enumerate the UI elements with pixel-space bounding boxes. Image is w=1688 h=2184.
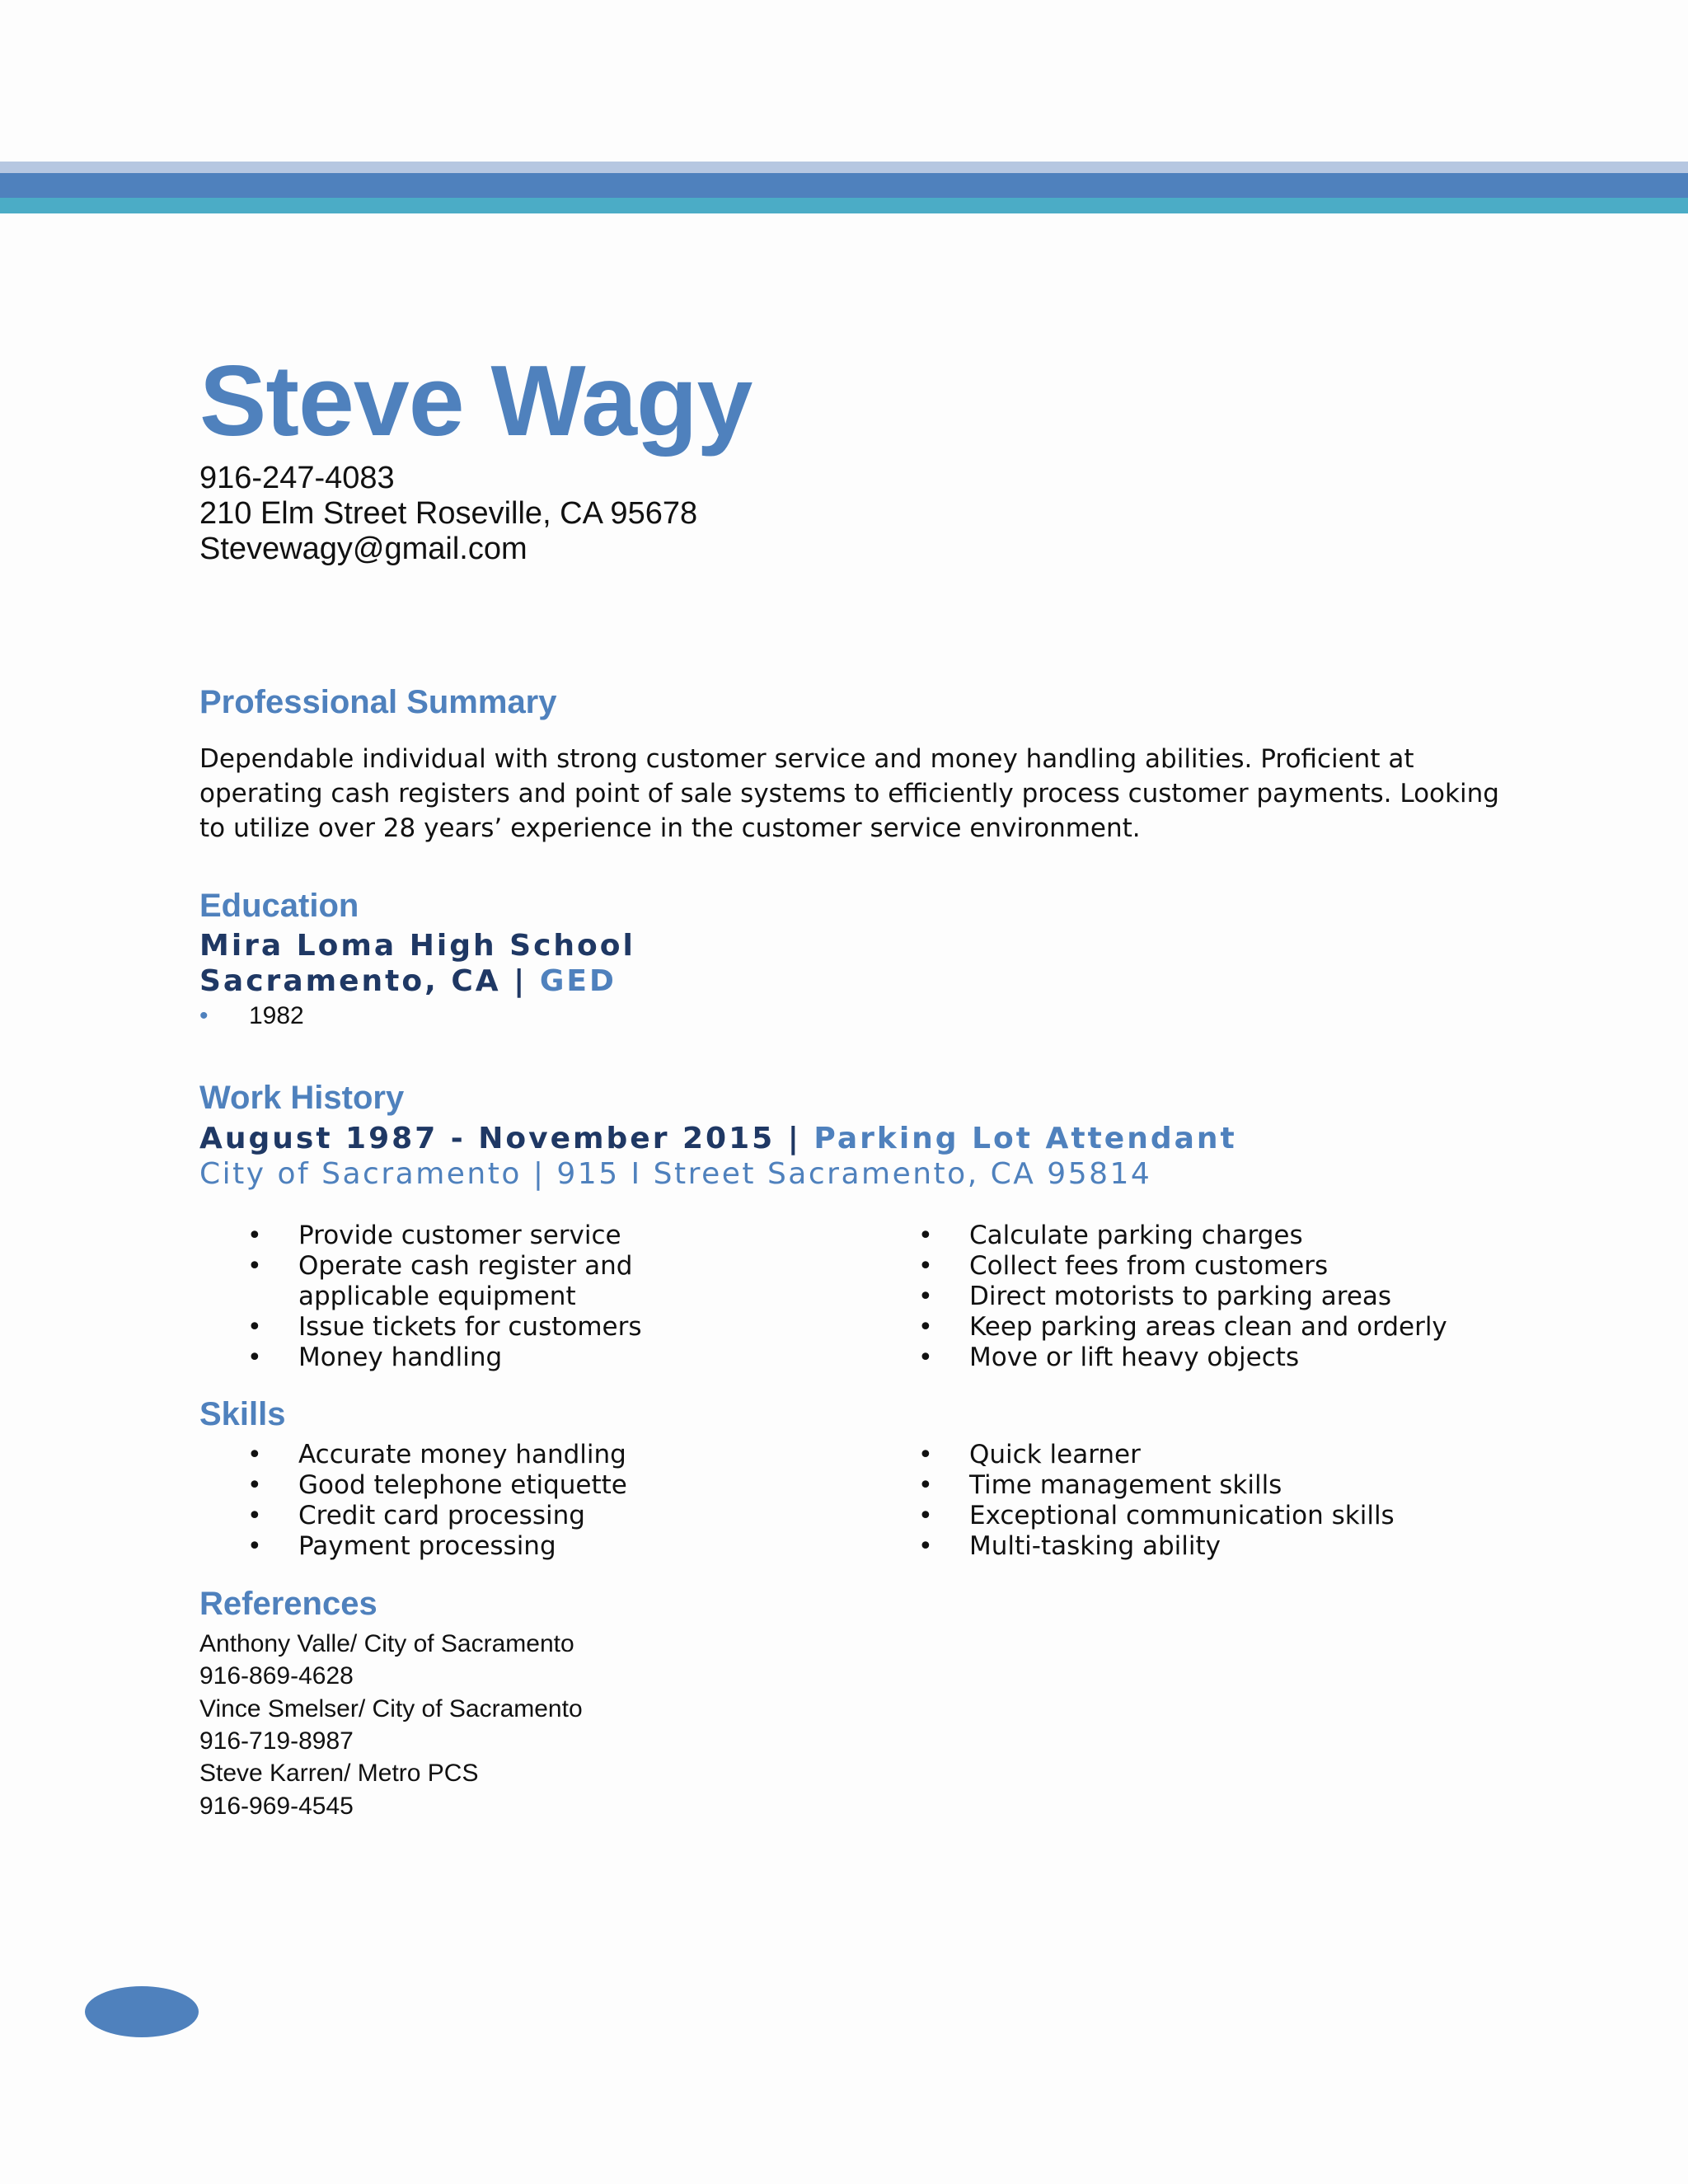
list-item: • Provide customer service bbox=[199, 1221, 859, 1251]
skills-left bbox=[199, 1440, 859, 1562]
list-item: • Exceptional communication skills bbox=[870, 1501, 1612, 1531]
list-item: • Keep parking areas clean and orderly bbox=[870, 1312, 1612, 1343]
work-dates-title bbox=[199, 1121, 1237, 1157]
education-degree: GED bbox=[539, 964, 617, 998]
decorative-oval bbox=[85, 1986, 199, 2037]
contact-phone: 916-247-4083 bbox=[199, 461, 395, 495]
education-year: 1982 bbox=[249, 1002, 304, 1029]
reference-line: Vince Smelser/ City of Sacramento bbox=[199, 1695, 583, 1722]
section-heading-summary: Professional Summary bbox=[199, 684, 557, 720]
work-duties-left bbox=[199, 1221, 859, 1373]
work-duties-right bbox=[870, 1221, 1612, 1373]
header-band-accent bbox=[0, 198, 1688, 213]
reference-line: Steve Karren/ Metro PCS bbox=[199, 1760, 479, 1787]
section-heading-references: References bbox=[199, 1586, 377, 1622]
list-item: • Credit card processing bbox=[199, 1501, 859, 1531]
list-item: • Issue tickets for customers bbox=[199, 1312, 859, 1343]
contact-email: Stevewagy@gmail.com bbox=[199, 532, 528, 566]
section-heading-skills: Skills bbox=[199, 1396, 286, 1432]
education-year-item bbox=[199, 1001, 304, 1032]
list-item: • Multi-tasking ability bbox=[870, 1531, 1612, 1562]
education-line bbox=[199, 963, 617, 1000]
candidate-name: Steve Wagy bbox=[199, 344, 753, 457]
reference-line: 916-869-4628 bbox=[199, 1662, 354, 1690]
section-heading-education: Education bbox=[199, 888, 359, 924]
section-heading-work: Work History bbox=[199, 1080, 405, 1116]
header-band-main bbox=[0, 173, 1688, 198]
education-school: Mira Loma High School bbox=[199, 929, 635, 963]
list-item: • Collect fees from customers bbox=[870, 1251, 1612, 1282]
list-item: • Accurate money handling bbox=[199, 1440, 859, 1470]
work-title: Parking Lot Attendant bbox=[814, 1122, 1237, 1155]
list-item: • Direct motorists to parking areas bbox=[870, 1282, 1612, 1312]
list-item: • Time management skills bbox=[870, 1470, 1612, 1501]
education-location: Sacramento, CA bbox=[199, 964, 501, 998]
reference-line: 916-719-8987 bbox=[199, 1727, 354, 1755]
work-dates: August 1987 - November 2015 | bbox=[199, 1122, 801, 1155]
skills-right bbox=[870, 1440, 1612, 1562]
list-item: • Quick learner bbox=[870, 1440, 1612, 1470]
work-employer: City of Sacramento | 915 I Street Sacramento, CA 95814 bbox=[199, 1157, 1152, 1191]
bullet-icon: • bbox=[199, 1002, 209, 1029]
contact-address: 210 Elm Street Roseville, CA 95678 bbox=[199, 496, 698, 531]
reference-line: Anthony Valle/ City of Sacramento bbox=[199, 1630, 574, 1657]
list-item: • Money handling bbox=[199, 1343, 859, 1373]
list-item: • Good telephone etiquette bbox=[199, 1470, 859, 1501]
list-item: • Calculate parking charges bbox=[870, 1221, 1612, 1251]
list-item: • Payment processing bbox=[199, 1531, 859, 1562]
list-item: • Move or lift heavy objects bbox=[870, 1343, 1612, 1373]
summary-text: Dependable individual with strong customer service and money handling abilities. Proficient at operating cash registers and point of sale systems to efficiently process customer payments. Looking to utilize over 28 years’ experience in the customer service environment. bbox=[199, 744, 1499, 843]
header-band-light bbox=[0, 162, 1688, 173]
reference-line: 916-969-4545 bbox=[199, 1793, 354, 1820]
education-separator: | bbox=[500, 964, 528, 998]
list-item: • Operate cash register and applicable equipment bbox=[199, 1251, 760, 1312]
